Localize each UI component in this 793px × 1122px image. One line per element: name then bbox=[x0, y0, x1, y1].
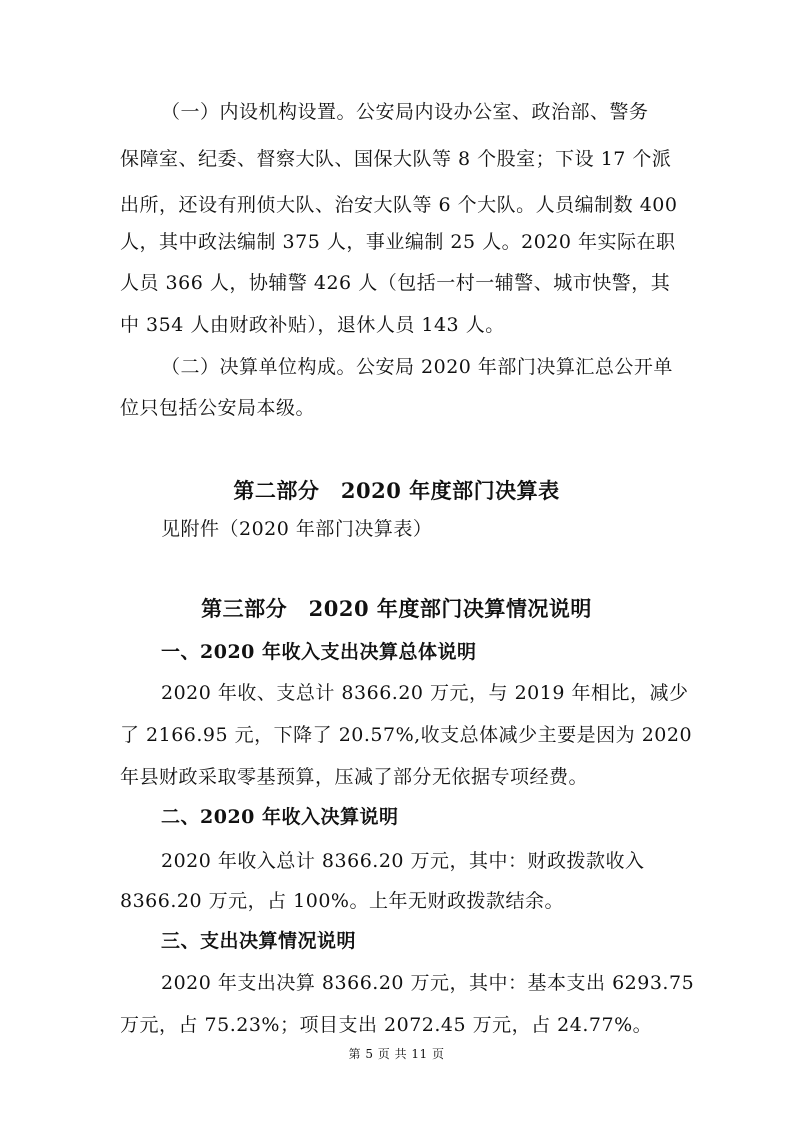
paragraph-line: 出所，还设有刑侦大队、治安大队等 6 个大队。人员编制数 400 bbox=[120, 194, 678, 216]
attachment-note: 见附件（2020 年部门决算表） bbox=[161, 518, 433, 540]
paragraph-line: 2020 年收入总计 8366.20 万元，其中：财政拨款收入 bbox=[161, 850, 645, 872]
paragraph-line: 位只包括公安局本级。 bbox=[120, 397, 316, 419]
section-heading: 一、2020 年收入支出决算总体说明 bbox=[161, 641, 477, 663]
paragraph-line: 人员 366 人，协辅警 426 人（包括一村一辅警、城市快警，其 bbox=[120, 272, 671, 294]
section-heading: 二、2020 年收入决算说明 bbox=[161, 806, 399, 828]
paragraph-line: 万元，占 75.23%；项目支出 2072.45 万元，占 24.77%。 bbox=[120, 1014, 653, 1036]
paragraph-line: 人，其中政法编制 375 人，事业编制 25 人。2020 年实际在职 bbox=[120, 231, 676, 253]
page-number: 第 5 页 共 11 页 bbox=[348, 1047, 445, 1061]
section-heading: 三、支出决算情况说明 bbox=[161, 930, 357, 952]
paragraph-line: 年县财政采取零基预算，压减了部分无依据专项经费。 bbox=[120, 766, 589, 788]
paragraph-line: 了 2166.95 元，下降了 20.57%,收支总体减少主要是因为 2020 bbox=[120, 724, 693, 746]
part-two-heading: 第二部分 2020 年度部门决算表 bbox=[233, 478, 560, 503]
paragraph-line: 保障室、纪委、督察大队、国保大队等 8 个股室；下设 17 个派 bbox=[120, 148, 672, 170]
paragraph-line: 中 354 人由财政补贴），退休人员 143 人。 bbox=[120, 314, 505, 336]
part-three-heading: 第三部分 2020 年度部门决算情况说明 bbox=[201, 596, 592, 621]
paragraph-line: 2020 年支出决算 8366.20 万元，其中：基本支出 6293.75 bbox=[161, 972, 695, 994]
paragraph-line: 8366.20 万元，占 100%。上年无财政拨款结余。 bbox=[120, 890, 564, 912]
paragraph-line: 2020 年收、支总计 8366.20 万元，与 2019 年相比，减少 bbox=[161, 682, 689, 704]
paragraph-line: （一）内设机构设置。公安局内设办公室、政治部、警务 bbox=[161, 101, 649, 123]
paragraph-line: （二）决算单位构成。公安局 2020 年部门决算汇总公开单 bbox=[161, 356, 673, 378]
